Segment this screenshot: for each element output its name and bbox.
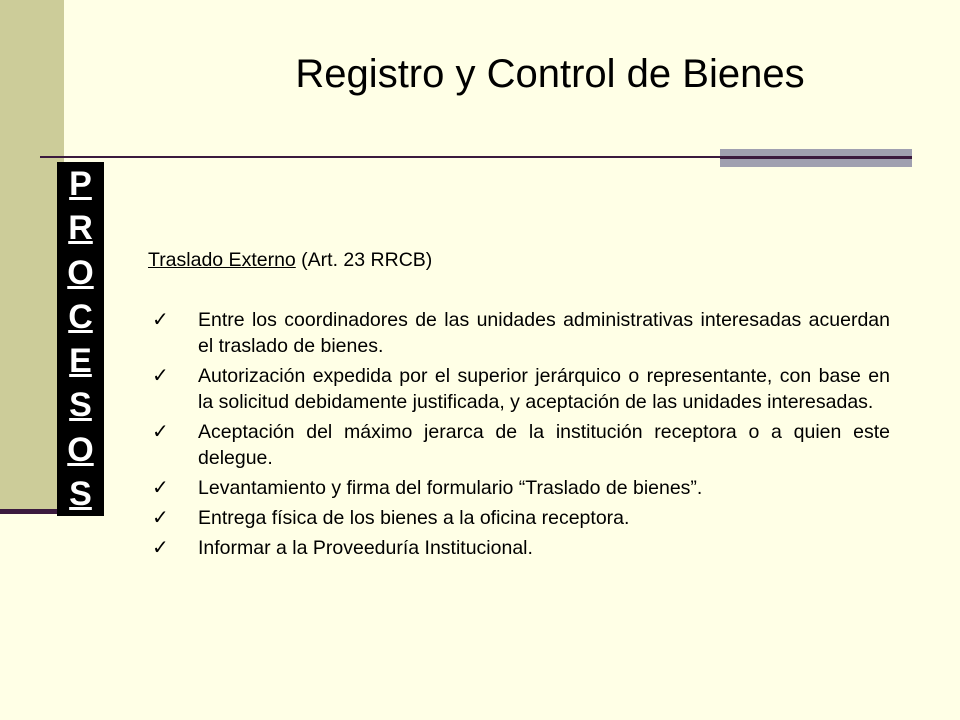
procesos-letter: S bbox=[69, 386, 92, 425]
title-divider-accent-line bbox=[720, 156, 912, 159]
check-icon: ✓ bbox=[152, 477, 169, 499]
section-heading bbox=[148, 247, 890, 273]
check-icon: ✓ bbox=[152, 537, 169, 559]
section-heading-underlined: Traslado Externo bbox=[148, 249, 296, 271]
procesos-letter: C bbox=[68, 297, 93, 336]
procesos-letter: R bbox=[68, 209, 93, 248]
list-item-text: Entre los coordinadores de las unidades administrativas interesadas acuerdan el traslado de bienes. bbox=[198, 309, 890, 357]
check-icon: ✓ bbox=[152, 421, 169, 443]
list-item bbox=[148, 419, 890, 471]
check-icon: ✓ bbox=[152, 507, 169, 529]
list-item-text: Aceptación del máximo jerarca de la institución receptora o a quien este delegue. bbox=[198, 421, 890, 469]
procedure-list bbox=[148, 307, 890, 561]
procesos-letter: O bbox=[67, 430, 94, 469]
check-icon: ✓ bbox=[152, 365, 169, 387]
procesos-letter: E bbox=[69, 342, 92, 381]
procesos-letter: P bbox=[69, 165, 92, 204]
list-item-text: Autorización expedida por el superior jerárquico o representante, con base en la solicitud debidamente justificada, y aceptación de las unidades interesadas. bbox=[198, 365, 890, 413]
slide-content bbox=[148, 247, 890, 565]
procesos-letter: O bbox=[67, 253, 94, 292]
list-item-text: Informar a la Proveeduría Institucional. bbox=[198, 537, 533, 559]
slide-title: Registro y Control de Bienes bbox=[295, 52, 805, 96]
list-item-text: Entrega física de los bienes a la oficina receptora. bbox=[198, 507, 630, 529]
list-item bbox=[148, 363, 890, 415]
procesos-letter: S bbox=[69, 474, 92, 513]
procesos-vertical-label bbox=[57, 162, 104, 516]
band-bottom-line bbox=[0, 509, 64, 514]
section-heading-reference: (Art. 23 RRCB) bbox=[295, 249, 433, 271]
list-item bbox=[148, 307, 890, 359]
list-item bbox=[148, 505, 890, 531]
list-item bbox=[148, 535, 890, 561]
list-item bbox=[148, 475, 890, 501]
check-icon: ✓ bbox=[152, 309, 169, 331]
list-item-text: Levantamiento y firma del formulario “Traslado de bienes”. bbox=[198, 477, 703, 499]
